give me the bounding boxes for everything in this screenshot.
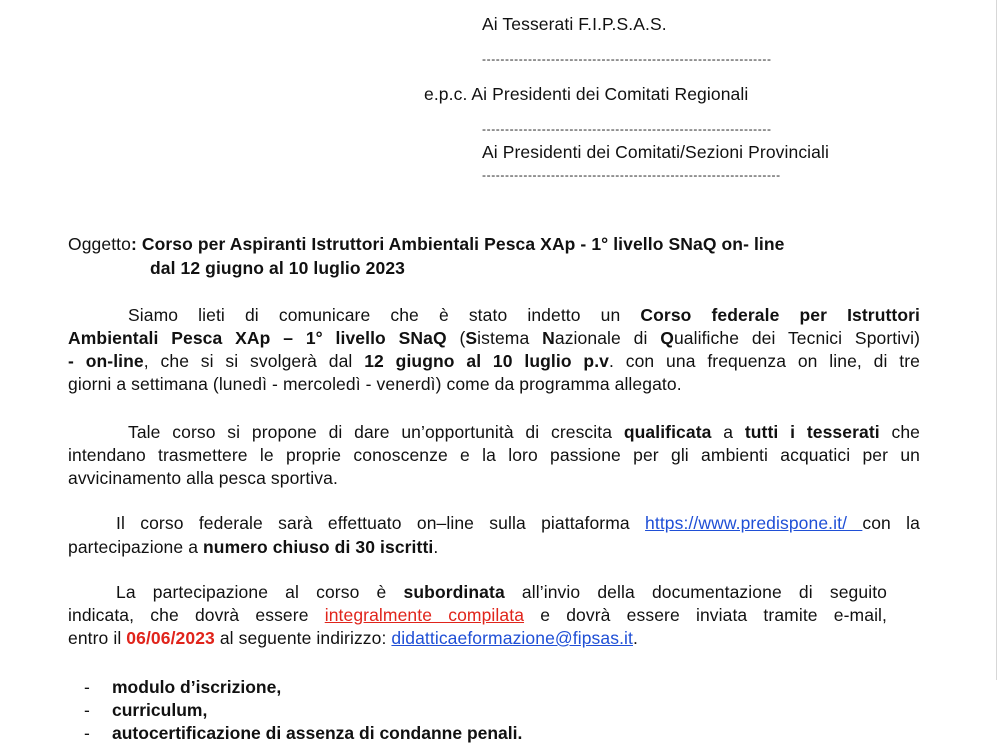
recipient-cc-2: Ai Presidenti dei Comitati/Sezioni Provinciali xyxy=(482,142,829,162)
participant-limit: numero chiuso di 30 iscritti xyxy=(202,537,434,557)
email-link[interactable]: didatticaeformazione@fipsas.it xyxy=(391,628,633,648)
p1-line-3: - on-line, che si si svolgerà dal 12 giugno al 10 luglio p.v. con una frequenza on line, di tre xyxy=(68,351,920,371)
course-dates: 12 giugno al 10 luglio p.v xyxy=(364,351,609,371)
scan-edge-line xyxy=(996,0,997,680)
list-item: curriculum, xyxy=(112,700,208,720)
subject-text: Corso per Aspiranti Istruttori Ambientali Pesca XAp - 1° livello SNaQ on- line xyxy=(141,234,785,254)
p2-line-2: intendano trasmettere le proprie conoscenze e la loro passione per gli ambienti acquatici per un xyxy=(68,445,920,465)
recipient-cc-1 xyxy=(424,84,748,105)
p1-line-2: Ambientali Pesca XAp – 1° livello SNaQ (Sistema Nazionale di Qualifiche dei Tecnici Sportivi) xyxy=(68,328,921,348)
p2-line-1: Tale corso si propone di dare un’opportunità di crescita qualificata a tutti i tesserati che xyxy=(128,422,921,442)
platform-link[interactable]: https://www.predispone.it/ xyxy=(645,513,863,533)
p1-line-4: giorni a settimana (lunedì - mercoledì - venerdì) come da programma allegato. xyxy=(68,374,682,394)
subject-label: Oggetto xyxy=(68,234,131,254)
subject-line-2: dal 12 giugno al 10 luglio 2023 xyxy=(150,258,405,278)
p2-line-3: avvicinamento alla pesca sportiva. xyxy=(68,468,338,488)
required-emphasis: integralmente compilata xyxy=(324,605,525,625)
course-name: Corso federale per Istruttori xyxy=(640,305,921,325)
list-bullet: - xyxy=(84,700,90,720)
dash-rule-2: --------------------------------------------------------------- xyxy=(482,122,772,136)
p3-line-2: partecipazione a numero chiuso di 30 iscritti. xyxy=(68,537,439,557)
recipient-to: Ai Tesserati F.I.P.S.A.S. xyxy=(482,14,667,34)
list-bullet: - xyxy=(84,677,90,697)
dash-rule-1: --------------------------------------------------------------- xyxy=(482,52,772,66)
dash-rule-3: ----------------------------------------------------------------- xyxy=(482,168,781,182)
cc-1-text: Ai Presidenti dei Comitati Regionali xyxy=(471,84,749,104)
list-item: modulo d’iscrizione, xyxy=(112,677,282,697)
p3-line-1: Il corso federale sarà effettuato on–line sulla piattaforma https://www.predispone.it/ con la xyxy=(116,513,920,533)
subject-line-1: Oggetto: Corso per Aspiranti Istruttori Ambientali Pesca XAp - 1° livello SNaQ on- line xyxy=(68,234,785,254)
deadline-date: 06/06/2023 xyxy=(126,628,215,648)
cc-prefix: e.p.c. xyxy=(424,84,468,104)
p4-line-1: La partecipazione al corso è subordinata all’invio della documentazione di seguito xyxy=(116,582,887,602)
p4-line-3: entro il 06/06/2023 al seguente indirizzo: didatticaeformazione@fipsas.it. xyxy=(68,628,638,648)
p1-line-1: Siamo lieti di comunicare che è stato indetto un Corso federale per Istruttori xyxy=(128,305,921,325)
p4-line-2: indicata, che dovrà essere integralmente compilata e dovrà essere inviata tramite e-mail, xyxy=(68,605,888,625)
list-bullet: - xyxy=(84,723,90,743)
list-item: autocertificazione di assenza di condanne penali. xyxy=(112,723,523,743)
